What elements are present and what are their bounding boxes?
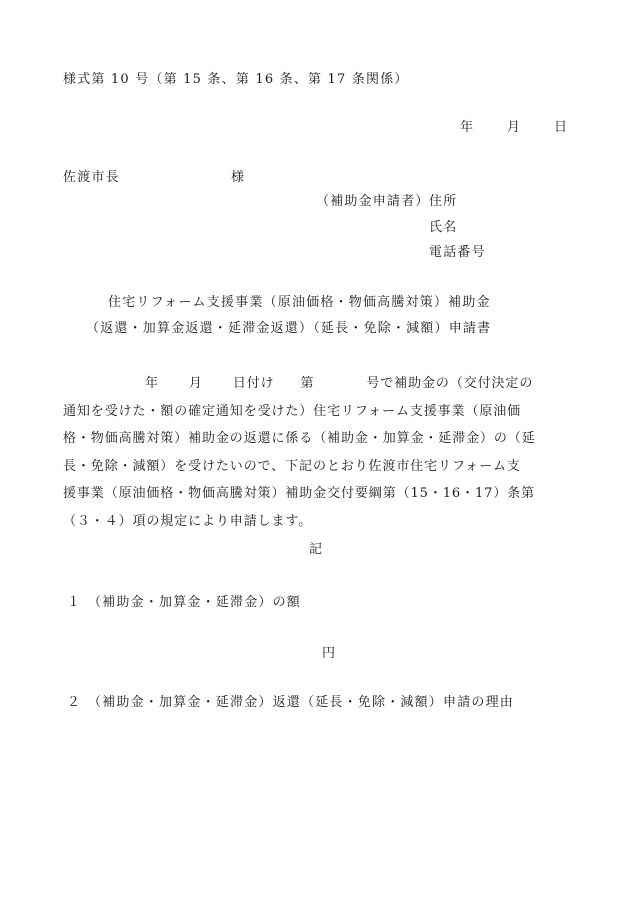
body-year: 年 bbox=[145, 376, 159, 391]
item-2-label: （補助金・加算金・延滞金）返還（延長・免除・減額）申請の理由 bbox=[88, 695, 515, 710]
date-day-label: 日 bbox=[554, 120, 568, 135]
body-line-1 bbox=[63, 370, 568, 398]
applicant-name-label: 氏名 bbox=[429, 220, 458, 235]
item-1-unit: 円 bbox=[322, 646, 336, 661]
date-month-label: 月 bbox=[507, 120, 521, 135]
ki-heading: 記 bbox=[309, 542, 323, 557]
document-title-line2: （返還・加算金返還・延滞金返還）（延長・免除・減額）申請書 bbox=[86, 321, 492, 336]
body-line-3: 格・物価高騰対策）補助金の返還に係る（補助金・加算金・延滞金）の（延 bbox=[63, 431, 536, 446]
date-year-label: 年 bbox=[460, 120, 474, 135]
addressee-name: 佐渡市長 bbox=[63, 170, 120, 185]
applicant-role: （補助金申請者） bbox=[316, 194, 430, 209]
item-1-number: １ bbox=[67, 595, 81, 610]
body-line-6: （３・４）項の規定により申請します。 bbox=[63, 513, 313, 529]
item-2-number: ２ bbox=[67, 695, 81, 710]
document-title-line1: 住宅リフォーム支援事業（原油価格・物価高騰対策）補助金 bbox=[108, 295, 491, 310]
body-month: 月 bbox=[188, 376, 203, 391]
body-paragraph bbox=[63, 370, 568, 535]
item-1-label: （補助金・加算金・延滞金）の額 bbox=[88, 595, 302, 610]
addressee-honorific: 様 bbox=[231, 170, 245, 185]
body-number: 第 bbox=[300, 376, 315, 391]
form-header: 様式第 10 号（第 15 条、第 16 条、第 17 条関係） bbox=[63, 72, 409, 87]
body-intro-rest: 号で補助金の（交付決定の bbox=[366, 376, 534, 391]
body-line-4: 長・免除・減額）を受けたいので、下記のとおり佐渡市住宅リフォーム支 bbox=[63, 458, 521, 474]
applicant-phone-label: 電話番号 bbox=[429, 245, 486, 260]
body-line-2: 通知を受けた・額の確定通知を受けた）住宅リフォーム支援事業（原油価 bbox=[63, 403, 522, 419]
body-dated: 日付け bbox=[232, 376, 275, 391]
body-line-5: 援事業（原油価格・物価高騰対策）補助金交付要綱第（15・16・17）条第 bbox=[63, 486, 536, 501]
date-line bbox=[460, 121, 567, 134]
applicant-address-label: 住所 bbox=[429, 194, 458, 209]
